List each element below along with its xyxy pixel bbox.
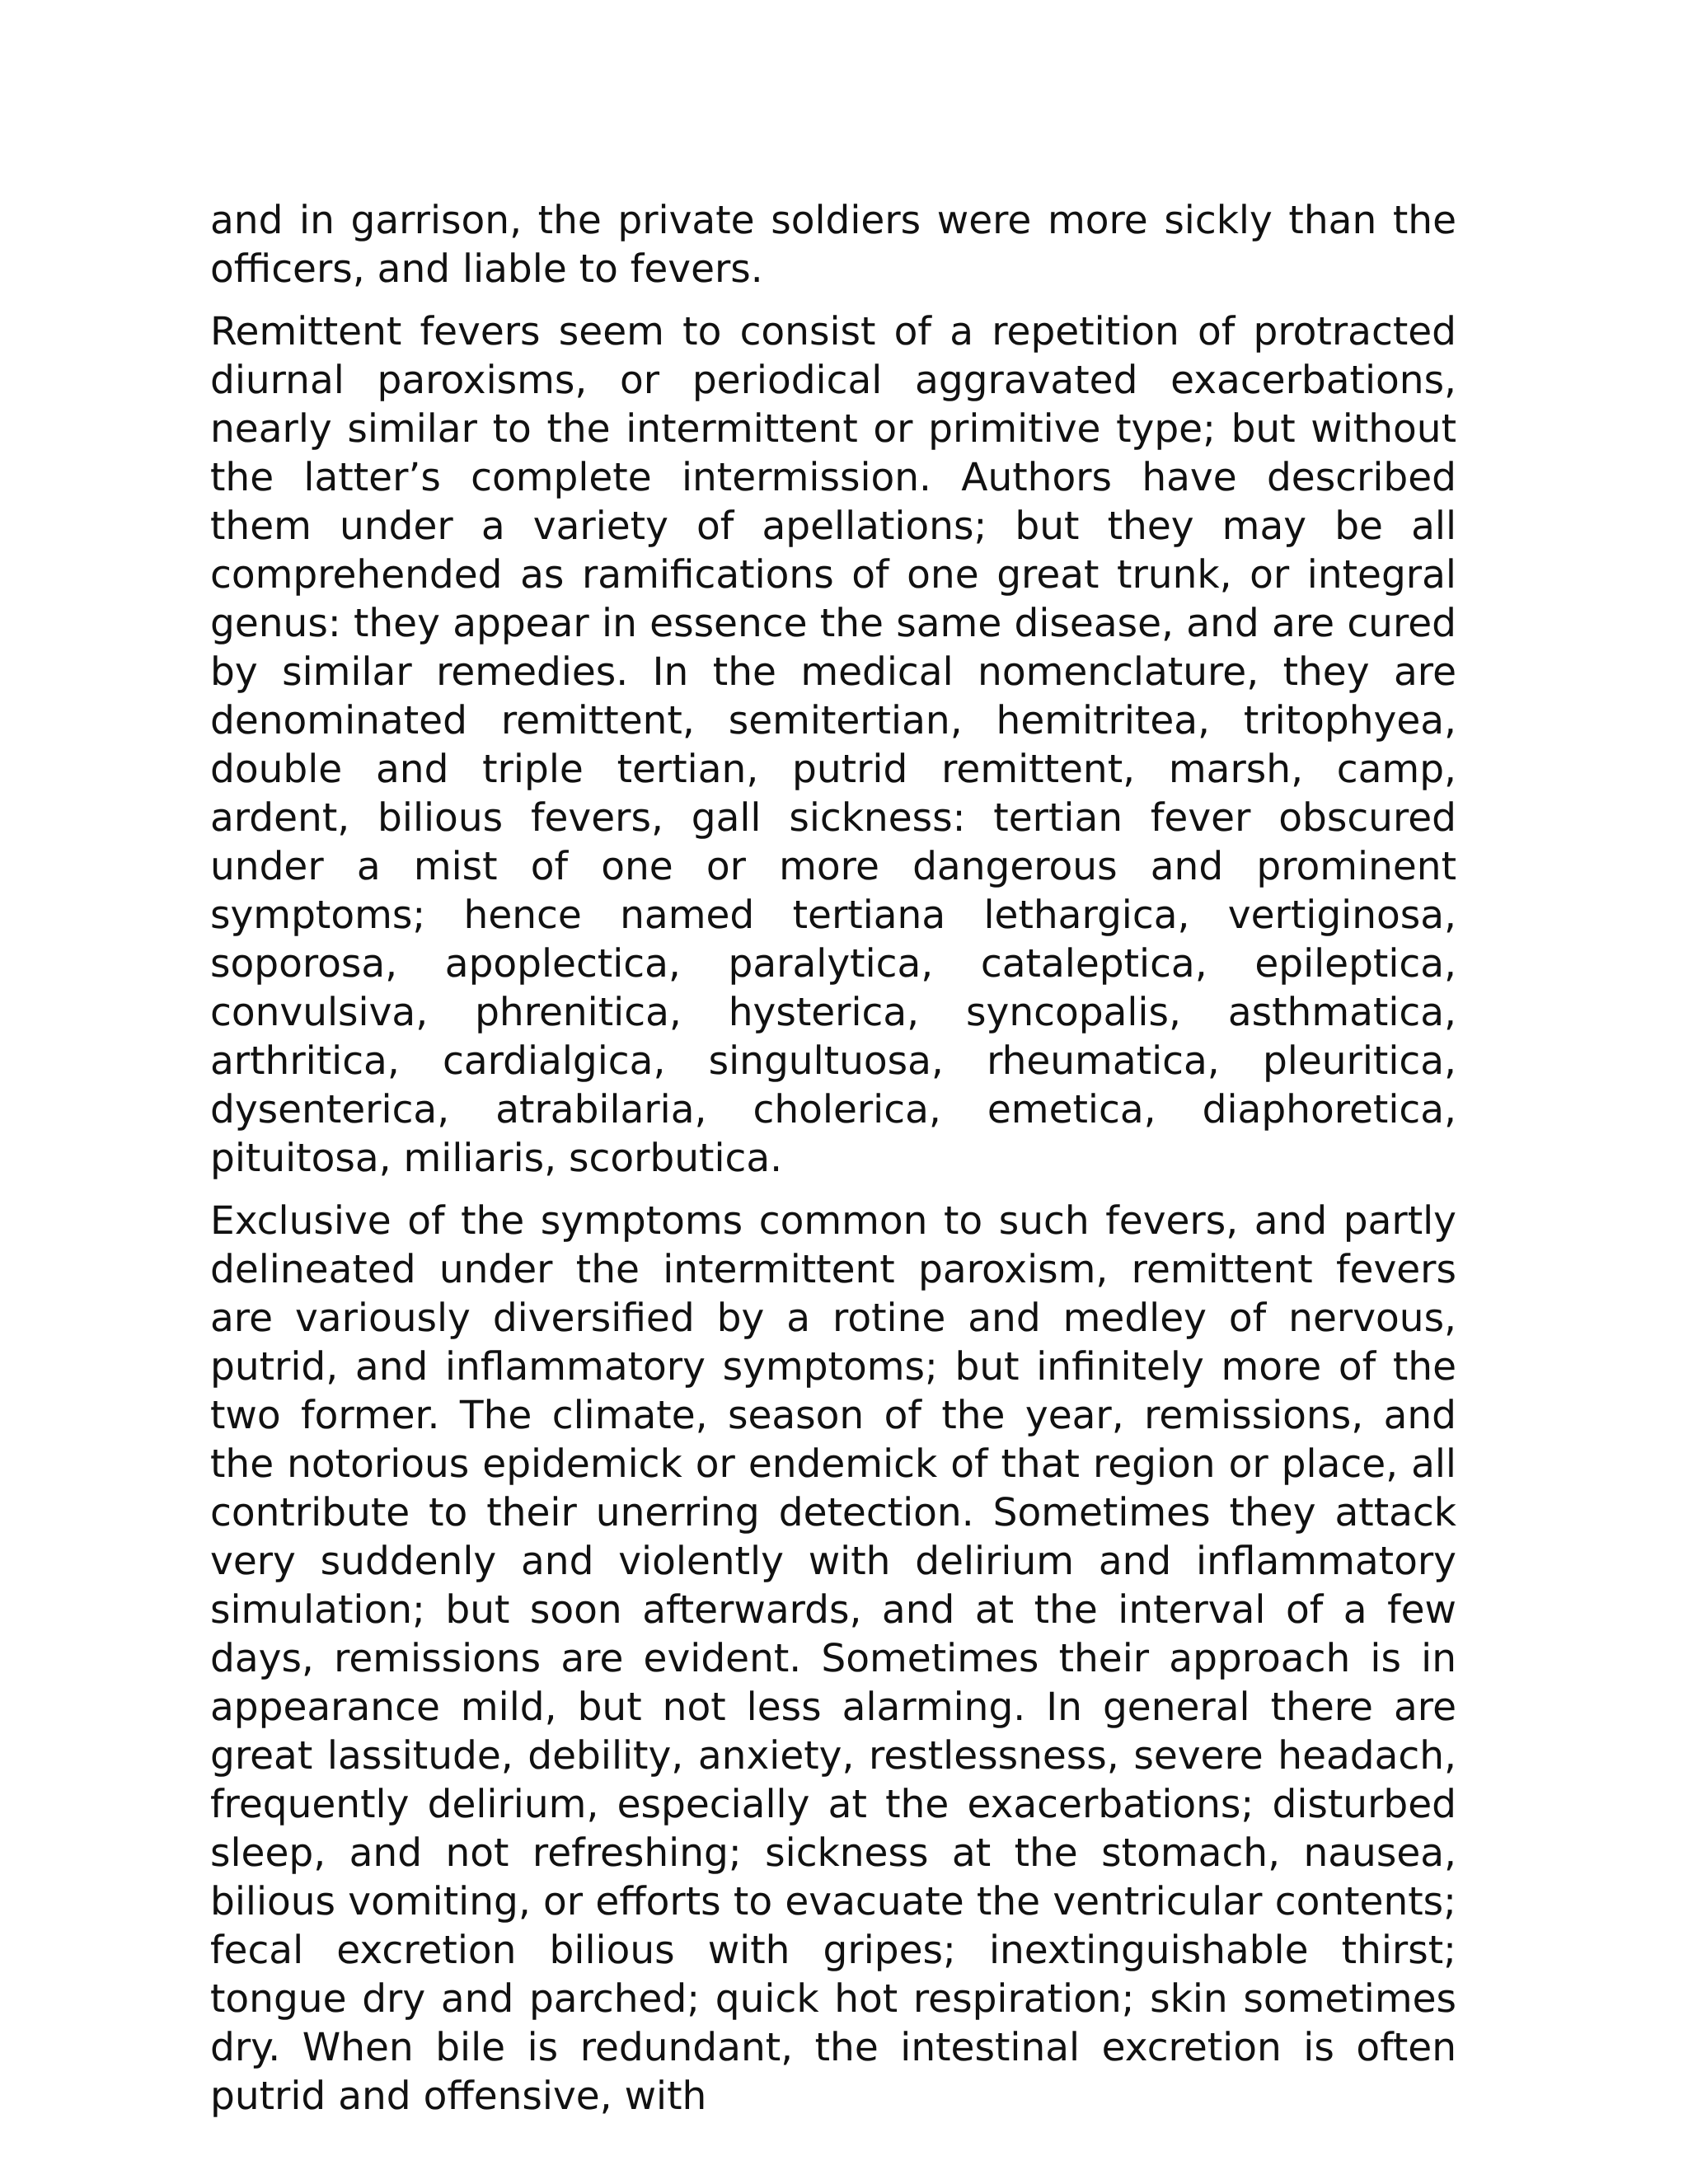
paragraph-garrison: and in garrison, the private soldiers were more sickly than the officers, and liable to fevers. xyxy=(210,198,1456,292)
paragraph-remittent-fevers: Remittent fevers seem to consist of a repetition of protracted diurnal paroxisms, or periodical aggravated exacerbations, nearly similar to the intermittent or primitive type; but without the latter’s complete intermission. Authors have described them under a variety of apellations; but they may be all comprehended as ramifications of one great trunk, or integral genus: they appear in essence the same disease, and are cured by similar remedies. In the medical nomenclature, they are denominated remittent, semitertian, hemitritea, tritophyea, double and triple tertian, putrid remittent, marsh, camp, ardent, bilious fevers, gall sickness: tertian fever obscured under a mist of one or more dangerous and prominent symptoms; hence named tertiana lethargica, vertiginosa, soporosa, apoplectica, paralytica, cataleptica, epileptica, convulsiva, phrenitica, hysterica, syncopalis, asthmatica, arthritica, cardialgica, singultuosa, rheumatica, pleuritica, dysenterica, atrabilaria, cholerica, emetica, diaphoretica, pituitosa, miliaris, scorbutica. xyxy=(210,309,1456,1181)
document-page xyxy=(210,196,1456,2121)
paragraph-symptoms: Exclusive of the symptoms common to such fevers, and partly delineated under the intermittent paroxism, remittent fevers are variously diversified by a rotine and medley of nervous, putrid, and inflammatory symptoms; but infinitely more of the two former. The climate, season of the year, remissions, and the notorious epidemick or endemick of that region or place, all contribute to their unerring detection. Sometimes they attack very suddenly and violently with delirium and inflammatory simulation; but soon afterwards, and at the interval of a few days, remissions are evident. Sometimes their approach is in appearance mild, but not less alarming. In general there are great lassitude, debility, anxiety, restlessness, severe headach, frequently delirium, especially at the exacerbations; disturbed sleep, and not refreshing; sickness at the stomach, nausea, bilious vomiting, or efforts to evacuate the ventricular contents; fecal excretion bilious with gripes; inextinguishable thirst; tongue dry and parched; quick hot respiration; skin sometimes dry. When bile is redundant, the intestinal excretion is often putrid and offensive, with xyxy=(210,1198,1456,2119)
